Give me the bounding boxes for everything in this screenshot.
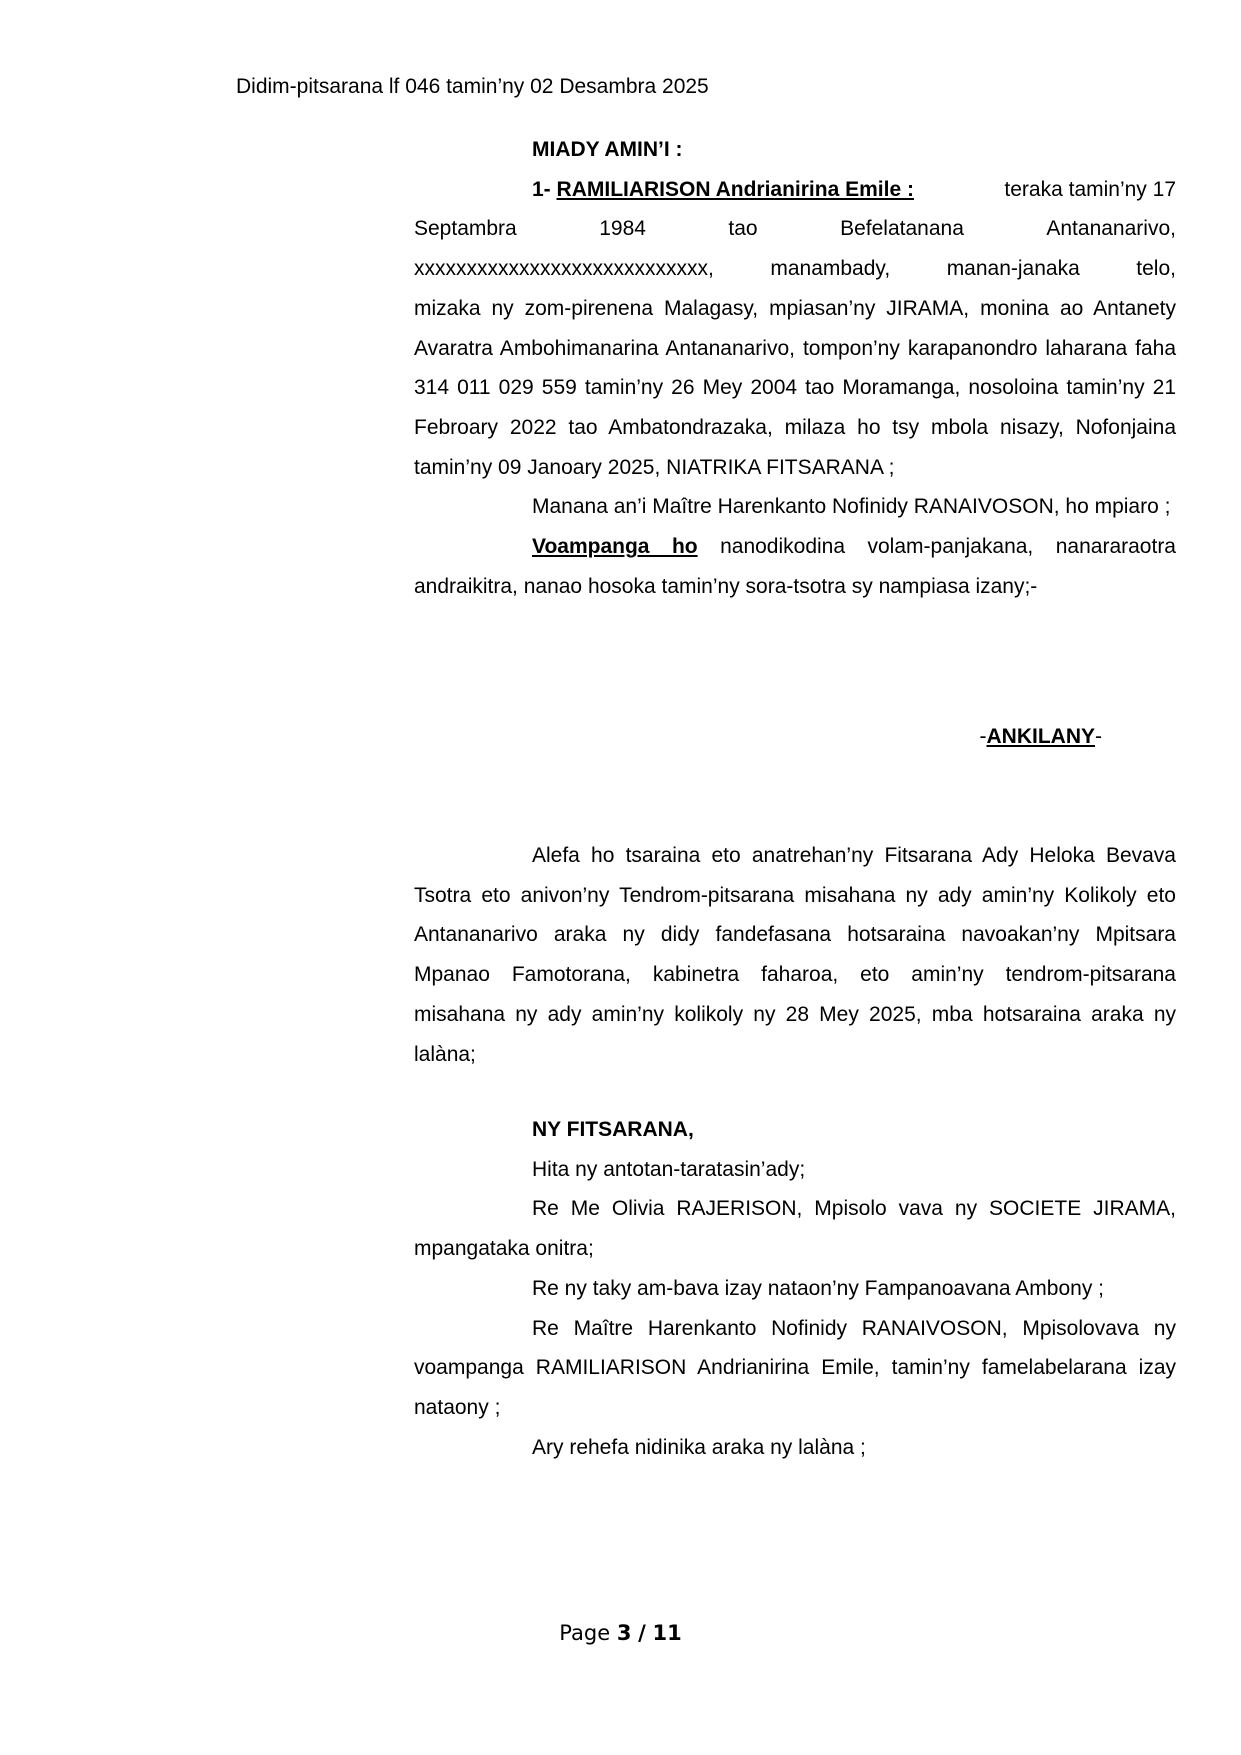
court-paragraph: Hita ny antotan-taratasin’ady; <box>532 1157 806 1181</box>
court-paragraph: Re ny taky am-bava izay nataon’ny Fampanoavana Ambony ; <box>532 1276 1104 1300</box>
court-section <box>414 1110 1176 1467</box>
line2-word: Antananarivo, <box>1046 217 1176 241</box>
page-label: Page <box>559 1621 611 1645</box>
charge-label: Voampanga ho <box>532 535 698 559</box>
line2-word: 1984 <box>599 217 646 241</box>
page-number <box>0 1619 1241 1647</box>
court-heading: NY FITSARANA, <box>532 1118 694 1141</box>
ankilany-prefix: - <box>979 725 987 748</box>
page-separator: / <box>638 1621 646 1645</box>
document-header: Didim-pitsarana lf 046 tamin’ny 02 Desambra 2025 <box>236 75 709 98</box>
ankilany-suffix: - <box>1095 725 1102 748</box>
redacted-id: xxxxxxxxxxxxxxxxxxxxxxxxxxxx, <box>414 257 714 281</box>
defendant-section <box>414 130 1176 606</box>
hearing-paragraph: Alefa ho tsaraina eto anatrehan’ny Fitsarana Ady Heloka Bevava Tsotra eto anivon’ny Tendrom-pitsarana misahana ny ady amin’ny Kolikoly eto Antananarivo araka ny didy fandefasana hotsaraina navoakan’ny Mpitsara Mpanao Famotorana, kabinetra faharoa, eto amin’ny tendrom-pitsarana misahana ny ady amin’ny kolikoly ny 28 Mey 2025, mba hotsaraina araka ny lalàna; <box>414 844 1176 1066</box>
court-paragraph: Re Me Olivia RAJERISON, Mpisolo vava ny SOCIETE JIRAMA, mpangataka onitra; <box>414 1197 1176 1261</box>
charge-text: nanodikodina volam-panjakana, nanararaotra andraikitra, nanao hosoka tamin’ny sora-tsotra sy nampiasa izany;- <box>414 535 1176 598</box>
line2-word: Septambra <box>414 217 517 241</box>
court-paragraph: Re Maître Harenkanto Nofinidy RANAIVOSON, Mpisolovava ny voampanga RAMILIARISON Andrianirina Emile, tamin’ny famelabelarana izay nataony ; <box>414 1316 1176 1419</box>
line3-word: telo, <box>1136 257 1176 281</box>
ankilany-heading <box>414 723 1102 751</box>
defendant-line-2 <box>414 209 1176 249</box>
defendant-line-1 <box>414 170 1176 210</box>
court-paragraph: Ary rehefa nidinika araka ny lalàna ; <box>532 1435 866 1459</box>
defendant-charges <box>414 527 1176 606</box>
defendant-number: 1- <box>532 177 551 201</box>
defendant-intro <box>532 170 914 210</box>
defendant-line1-rest: teraka tamin’ny 17 <box>1004 177 1176 201</box>
line3-word: manan-janaka <box>946 257 1080 281</box>
defendant-name: RAMILIARISON Andrianirina Emile : <box>556 177 914 201</box>
line2-word: tao <box>728 217 758 241</box>
defendant-heading: MIADY AMIN’I : <box>532 138 683 161</box>
defendant-lawyer: Manana an’i Maître Harenkanto Nofinidy RANAIVOSON, ho mpiaro ; <box>532 495 1171 519</box>
page-total: 11 <box>652 1621 682 1645</box>
page-current: 3 <box>616 1621 632 1645</box>
ankilany-label: ANKILANY <box>986 725 1095 748</box>
line2-word: Befelatanana <box>840 217 964 241</box>
defendant-line-3 <box>414 249 1176 289</box>
defendant-details: mizaka ny zom-pirenena Malagasy, mpiasan’ny JIRAMA, monina ao Antanety Avaratra Ambohimanarina Antananarivo, tompon’ny karapanondro laharana faha 314 011 029 559 tamin’ny 26 Mey 2004 tao Moramanga, nosoloina tamin’ny 21 Febroary 2022 tao Ambatondrazaka, milaza ho tsy mbola nisazy, Nofonjaina tamin’ny 09 Janoary 2025, NIATRIKA FITSARANA ; <box>414 296 1176 479</box>
line3-word: manambady, <box>770 257 891 281</box>
